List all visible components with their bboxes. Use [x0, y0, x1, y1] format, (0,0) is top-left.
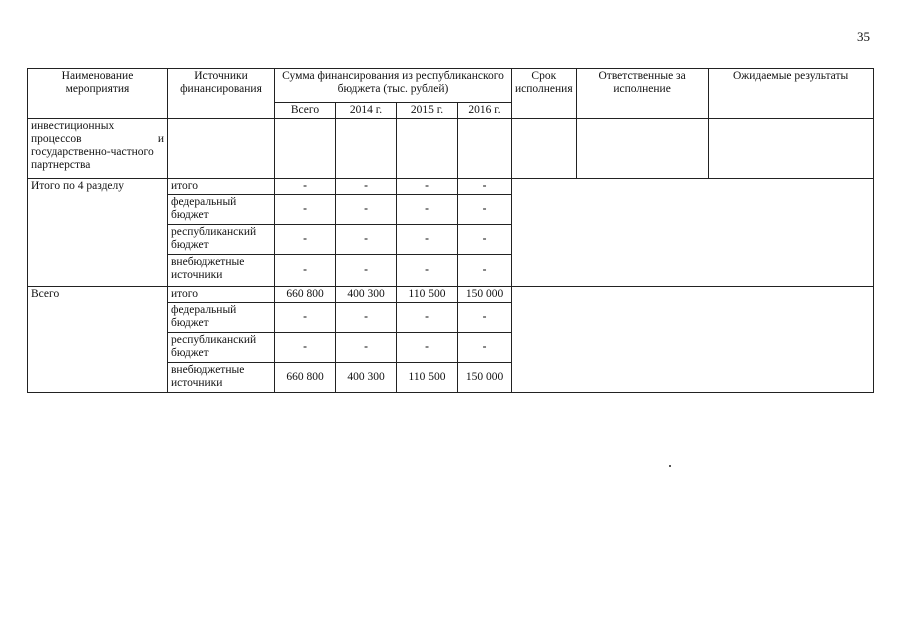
empty-cell — [708, 119, 873, 179]
value-2014: 400 300 — [336, 363, 397, 393]
table-row — [28, 119, 874, 179]
header-name: Наименование мероприятия — [28, 69, 168, 119]
scan-speck — [669, 465, 671, 467]
value-total: 660 800 — [275, 287, 336, 303]
value-2016: - — [458, 333, 512, 363]
value-2014: - — [336, 255, 397, 287]
value-2015: - — [397, 255, 458, 287]
empty-cell — [275, 119, 336, 179]
header-row-1 — [28, 69, 874, 103]
empty-cell — [336, 119, 397, 179]
empty-cell — [576, 119, 708, 179]
value-total: - — [275, 333, 336, 363]
funding-table — [27, 68, 874, 393]
header-results: Ожидаемые результаты — [708, 69, 873, 119]
value-total: - — [275, 179, 336, 195]
source-cell: федеральный бюджет — [168, 303, 275, 333]
value-2016: - — [458, 179, 512, 195]
value-2016: - — [458, 225, 512, 255]
source-cell: внебюджетные источники — [168, 363, 275, 393]
value-2015: - — [397, 179, 458, 195]
value-2016: 150 000 — [458, 287, 512, 303]
value-2016: 150 000 — [458, 363, 512, 393]
header-responsible: Ответственные за исполнение — [576, 69, 708, 119]
page-number: 35 — [857, 29, 870, 44]
empty-cell — [168, 119, 275, 179]
value-total: - — [275, 255, 336, 287]
header-2015: 2015 г. — [397, 103, 458, 119]
value-2015: - — [397, 333, 458, 363]
source-cell: внебюджетные источники — [168, 255, 275, 287]
value-2015: - — [397, 303, 458, 333]
header-total: Всего — [275, 103, 336, 119]
value-2016: - — [458, 303, 512, 333]
header-sources: Источники финансирования — [168, 69, 275, 119]
empty-cell — [397, 119, 458, 179]
value-total: - — [275, 195, 336, 225]
merged-blank-area — [512, 287, 874, 393]
value-2015: - — [397, 225, 458, 255]
section-name-cell: Всего — [28, 287, 168, 393]
header-term: Срок исполнения — [512, 69, 577, 119]
value-total: 660 800 — [275, 363, 336, 393]
value-2016: - — [458, 255, 512, 287]
source-cell: федеральный бюджет — [168, 195, 275, 225]
table-row — [28, 287, 874, 303]
section-name-cell: Итого по 4 разделу — [28, 179, 168, 287]
source-cell: итого — [168, 287, 275, 303]
table-row — [28, 179, 874, 195]
header-2014: 2014 г. — [336, 103, 397, 119]
value-2015: - — [397, 195, 458, 225]
source-cell: республиканский бюджет — [168, 225, 275, 255]
value-2014: - — [336, 333, 397, 363]
value-2014: 400 300 — [336, 287, 397, 303]
value-2016: - — [458, 195, 512, 225]
empty-cell — [512, 119, 577, 179]
empty-cell — [458, 119, 512, 179]
value-total: - — [275, 303, 336, 333]
value-2015: 110 500 — [397, 363, 458, 393]
value-2014: - — [336, 225, 397, 255]
value-2014: - — [336, 303, 397, 333]
header-sum: Сумма финансирования из республиканского бюджета (тыс. рублей) — [275, 69, 512, 103]
source-cell: итого — [168, 179, 275, 195]
source-cell: республиканский бюджет — [168, 333, 275, 363]
value-2014: - — [336, 195, 397, 225]
measure-name-cell: инвестиционных процессов и государственно-частного партнерства — [28, 119, 168, 179]
header-2016: 2016 г. — [458, 103, 512, 119]
value-2014: - — [336, 179, 397, 195]
value-total: - — [275, 225, 336, 255]
value-2015: 110 500 — [397, 287, 458, 303]
merged-blank-area — [512, 179, 874, 287]
